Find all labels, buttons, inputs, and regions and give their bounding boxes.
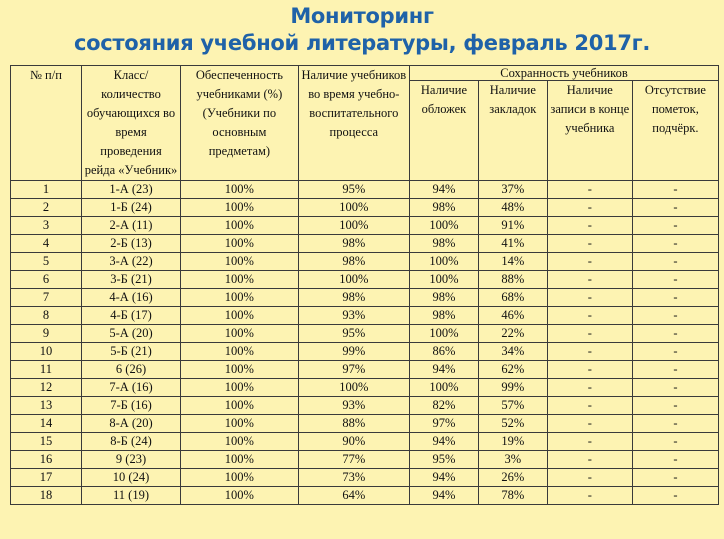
table-row bbox=[11, 253, 719, 271]
cell-class: 6 (26) bbox=[81, 361, 180, 379]
cell-supply: 100% bbox=[181, 397, 298, 415]
title-line-2: состояния учебной литературы, февраль 2017г. bbox=[73, 31, 651, 55]
cell-supply: 100% bbox=[181, 487, 298, 505]
cell-marks: - bbox=[632, 325, 718, 343]
table-row bbox=[11, 325, 719, 343]
cell-supply: 100% bbox=[181, 325, 298, 343]
cell-supply: 100% bbox=[181, 235, 298, 253]
cell-supply: 100% bbox=[181, 253, 298, 271]
cell-marks: - bbox=[632, 253, 718, 271]
cell-num: 17 bbox=[11, 469, 82, 487]
cell-class: 2-Б (13) bbox=[81, 235, 180, 253]
cell-availability: 95% bbox=[298, 181, 409, 199]
cell-record: - bbox=[547, 415, 632, 433]
cell-covers: 100% bbox=[410, 325, 479, 343]
cell-supply: 100% bbox=[181, 415, 298, 433]
cell-supply: 100% bbox=[181, 361, 298, 379]
cell-marks: - bbox=[632, 271, 718, 289]
cell-num: 5 bbox=[11, 253, 82, 271]
cell-availability: 100% bbox=[298, 379, 409, 397]
cell-num: 14 bbox=[11, 415, 82, 433]
cell-num: 15 bbox=[11, 433, 82, 451]
cell-supply: 100% bbox=[181, 217, 298, 235]
cell-bookmarks: 99% bbox=[478, 379, 547, 397]
cell-covers: 94% bbox=[410, 469, 479, 487]
cell-availability: 73% bbox=[298, 469, 409, 487]
table-row bbox=[11, 487, 719, 505]
table-row bbox=[11, 361, 719, 379]
cell-marks: - bbox=[632, 289, 718, 307]
cell-covers: 98% bbox=[410, 289, 479, 307]
cell-num: 9 bbox=[11, 325, 82, 343]
cell-marks: - bbox=[632, 379, 718, 397]
cell-covers: 100% bbox=[410, 271, 479, 289]
table-row bbox=[11, 235, 719, 253]
cell-record: - bbox=[547, 253, 632, 271]
cell-covers: 94% bbox=[410, 433, 479, 451]
cell-supply: 100% bbox=[181, 199, 298, 217]
cell-covers: 86% bbox=[410, 343, 479, 361]
cell-marks: - bbox=[632, 361, 718, 379]
cell-supply: 100% bbox=[181, 469, 298, 487]
table-row bbox=[11, 307, 719, 325]
cell-availability: 93% bbox=[298, 307, 409, 325]
cell-covers: 100% bbox=[410, 217, 479, 235]
table-row bbox=[11, 451, 719, 469]
cell-marks: - bbox=[632, 433, 718, 451]
table-row bbox=[11, 397, 719, 415]
cell-marks: - bbox=[632, 199, 718, 217]
cell-covers: 82% bbox=[410, 397, 479, 415]
header-class: Класс/ количество обучающихся во время проведения рейда «Учебник» bbox=[81, 66, 180, 181]
cell-record: - bbox=[547, 271, 632, 289]
cell-class: 3-А (22) bbox=[81, 253, 180, 271]
cell-num: 13 bbox=[11, 397, 82, 415]
cell-class: 10 (24) bbox=[81, 469, 180, 487]
cell-covers: 100% bbox=[410, 253, 479, 271]
cell-availability: 97% bbox=[298, 361, 409, 379]
cell-num: 8 bbox=[11, 307, 82, 325]
cell-num: 10 bbox=[11, 343, 82, 361]
cell-record: - bbox=[547, 199, 632, 217]
cell-class: 1-А (23) bbox=[81, 181, 180, 199]
cell-availability: 100% bbox=[298, 217, 409, 235]
cell-bookmarks: 62% bbox=[478, 361, 547, 379]
cell-availability: 88% bbox=[298, 415, 409, 433]
cell-bookmarks: 14% bbox=[478, 253, 547, 271]
cell-class: 3-Б (21) bbox=[81, 271, 180, 289]
cell-num: 6 bbox=[11, 271, 82, 289]
cell-num: 2 bbox=[11, 199, 82, 217]
cell-num: 3 bbox=[11, 217, 82, 235]
cell-class: 4-Б (17) bbox=[81, 307, 180, 325]
cell-supply: 100% bbox=[181, 451, 298, 469]
cell-class: 8-А (20) bbox=[81, 415, 180, 433]
cell-supply: 100% bbox=[181, 433, 298, 451]
cell-record: - bbox=[547, 433, 632, 451]
cell-record: - bbox=[547, 451, 632, 469]
cell-availability: 64% bbox=[298, 487, 409, 505]
cell-bookmarks: 3% bbox=[478, 451, 547, 469]
cell-marks: - bbox=[632, 307, 718, 325]
table-row bbox=[11, 469, 719, 487]
cell-class: 1-Б (24) bbox=[81, 199, 180, 217]
cell-class: 4-А (16) bbox=[81, 289, 180, 307]
cell-bookmarks: 22% bbox=[478, 325, 547, 343]
cell-record: - bbox=[547, 235, 632, 253]
monitoring-table bbox=[10, 65, 719, 505]
cell-class: 7-Б (16) bbox=[81, 397, 180, 415]
cell-marks: - bbox=[632, 217, 718, 235]
header-supply: Обеспеченность учебниками (%) (Учебники по основным предметам) bbox=[181, 66, 298, 181]
cell-bookmarks: 48% bbox=[478, 199, 547, 217]
cell-availability: 100% bbox=[298, 199, 409, 217]
cell-covers: 98% bbox=[410, 307, 479, 325]
cell-supply: 100% bbox=[181, 271, 298, 289]
cell-record: - bbox=[547, 397, 632, 415]
cell-bookmarks: 68% bbox=[478, 289, 547, 307]
cell-covers: 95% bbox=[410, 451, 479, 469]
cell-availability: 77% bbox=[298, 451, 409, 469]
cell-record: - bbox=[547, 289, 632, 307]
cell-marks: - bbox=[632, 487, 718, 505]
table-row bbox=[11, 181, 719, 199]
table-row bbox=[11, 343, 719, 361]
cell-marks: - bbox=[632, 181, 718, 199]
cell-record: - bbox=[547, 307, 632, 325]
cell-marks: - bbox=[632, 397, 718, 415]
table-row bbox=[11, 415, 719, 433]
cell-covers: 97% bbox=[410, 415, 479, 433]
table-row bbox=[11, 271, 719, 289]
cell-supply: 100% bbox=[181, 289, 298, 307]
cell-record: - bbox=[547, 181, 632, 199]
cell-bookmarks: 91% bbox=[478, 217, 547, 235]
table-row bbox=[11, 199, 719, 217]
cell-record: - bbox=[547, 469, 632, 487]
header-availability: Наличие учебников во время учебно-воспитательного процесса bbox=[298, 66, 409, 181]
cell-record: - bbox=[547, 325, 632, 343]
cell-supply: 100% bbox=[181, 181, 298, 199]
cell-availability: 100% bbox=[298, 271, 409, 289]
cell-covers: 98% bbox=[410, 199, 479, 217]
header-bookmarks: Наличие закладок bbox=[478, 81, 547, 181]
cell-availability: 98% bbox=[298, 253, 409, 271]
cell-record: - bbox=[547, 343, 632, 361]
cell-record: - bbox=[547, 379, 632, 397]
cell-supply: 100% bbox=[181, 307, 298, 325]
table-row bbox=[11, 433, 719, 451]
cell-marks: - bbox=[632, 451, 718, 469]
cell-num: 18 bbox=[11, 487, 82, 505]
cell-bookmarks: 46% bbox=[478, 307, 547, 325]
table-row bbox=[11, 289, 719, 307]
cell-covers: 100% bbox=[410, 379, 479, 397]
cell-covers: 94% bbox=[410, 181, 479, 199]
cell-class: 11 (19) bbox=[81, 487, 180, 505]
cell-class: 2-А (11) bbox=[81, 217, 180, 235]
cell-bookmarks: 41% bbox=[478, 235, 547, 253]
table-body bbox=[11, 181, 719, 505]
cell-marks: - bbox=[632, 235, 718, 253]
cell-marks: - bbox=[632, 469, 718, 487]
cell-availability: 98% bbox=[298, 235, 409, 253]
cell-availability: 98% bbox=[298, 289, 409, 307]
cell-record: - bbox=[547, 217, 632, 235]
header-num: № п/п bbox=[11, 66, 82, 181]
table-row bbox=[11, 217, 719, 235]
cell-bookmarks: 52% bbox=[478, 415, 547, 433]
cell-availability: 93% bbox=[298, 397, 409, 415]
cell-availability: 99% bbox=[298, 343, 409, 361]
cell-bookmarks: 19% bbox=[478, 433, 547, 451]
table-row bbox=[11, 379, 719, 397]
title-line-1: Мониторинг bbox=[290, 4, 434, 28]
cell-marks: - bbox=[632, 415, 718, 433]
header-preservation: Сохранность учебников bbox=[410, 66, 719, 81]
cell-marks: - bbox=[632, 343, 718, 361]
header-record: Наличие записи в конце учебника bbox=[547, 81, 632, 181]
cell-bookmarks: 88% bbox=[478, 271, 547, 289]
cell-bookmarks: 34% bbox=[478, 343, 547, 361]
cell-supply: 100% bbox=[181, 343, 298, 361]
cell-num: 16 bbox=[11, 451, 82, 469]
header-covers: Наличие обложек bbox=[410, 81, 479, 181]
cell-bookmarks: 57% bbox=[478, 397, 547, 415]
cell-class: 8-Б (24) bbox=[81, 433, 180, 451]
header-marks: Отсутствие пометок, подчёрк. bbox=[632, 81, 718, 181]
cell-covers: 98% bbox=[410, 235, 479, 253]
cell-num: 4 bbox=[11, 235, 82, 253]
cell-class: 5-А (20) bbox=[81, 325, 180, 343]
cell-availability: 90% bbox=[298, 433, 409, 451]
cell-class: 9 (23) bbox=[81, 451, 180, 469]
cell-covers: 94% bbox=[410, 487, 479, 505]
cell-num: 7 bbox=[11, 289, 82, 307]
cell-bookmarks: 37% bbox=[478, 181, 547, 199]
page-title bbox=[0, 0, 724, 57]
cell-num: 11 bbox=[11, 361, 82, 379]
cell-bookmarks: 78% bbox=[478, 487, 547, 505]
cell-num: 1 bbox=[11, 181, 82, 199]
cell-covers: 94% bbox=[410, 361, 479, 379]
cell-class: 7-А (16) bbox=[81, 379, 180, 397]
cell-supply: 100% bbox=[181, 379, 298, 397]
cell-class: 5-Б (21) bbox=[81, 343, 180, 361]
cell-availability: 95% bbox=[298, 325, 409, 343]
cell-bookmarks: 26% bbox=[478, 469, 547, 487]
cell-num: 12 bbox=[11, 379, 82, 397]
cell-record: - bbox=[547, 487, 632, 505]
cell-record: - bbox=[547, 361, 632, 379]
